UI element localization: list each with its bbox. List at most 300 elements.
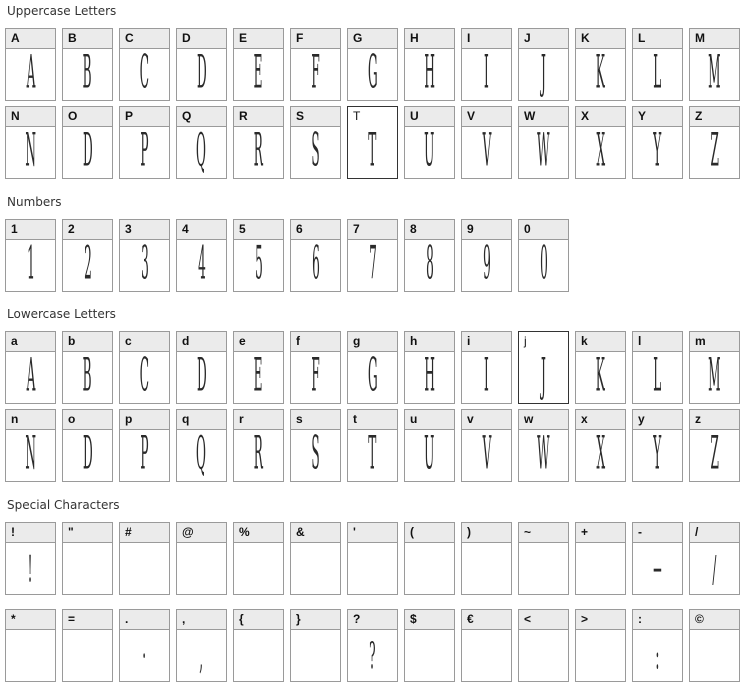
- glyph-preview: [291, 543, 340, 595]
- glyph-cell-asterisk[interactable]: [5, 609, 56, 682]
- glyph-cell-lower-u[interactable]: [404, 409, 455, 482]
- glyph-cell-upper-t[interactable]: [347, 106, 398, 179]
- glyph-preview: [576, 543, 625, 595]
- glyph-preview-char: R: [253, 430, 264, 482]
- glyph-label: -: [633, 523, 682, 543]
- glyph-preview: [234, 430, 283, 482]
- glyph-preview-char: A: [26, 49, 35, 101]
- glyph-preview: [291, 49, 340, 101]
- glyph-preview: [690, 49, 739, 101]
- glyph-label: z: [690, 410, 739, 430]
- glyph-cell-upper-f[interactable]: [290, 28, 341, 101]
- glyph-preview-char: A: [26, 352, 35, 404]
- glyph-label: &: [291, 523, 340, 543]
- glyph-preview-char: D: [196, 352, 207, 404]
- glyph-cell-digit-5[interactable]: [233, 219, 284, 292]
- glyph-preview-char: Z: [710, 127, 719, 179]
- glyph-cell-upper-p[interactable]: [119, 106, 170, 179]
- glyph-label: x: [576, 410, 625, 430]
- glyph-label: ©: [690, 610, 739, 630]
- glyph-cell-upper-r[interactable]: [233, 106, 284, 179]
- glyph-preview-char: F: [311, 49, 320, 101]
- glyph-cell-upper-o[interactable]: [62, 106, 113, 179]
- glyph-label: .: [120, 610, 169, 630]
- glyph-preview-char: 4: [197, 240, 206, 292]
- glyph-preview: [234, 543, 283, 595]
- glyph-preview: [177, 630, 226, 682]
- glyph-label: 1: [6, 220, 55, 240]
- glyph-label: W: [519, 107, 568, 127]
- glyph-preview-char: Q: [196, 430, 207, 482]
- glyph-preview: [63, 240, 112, 292]
- glyph-preview: [120, 127, 169, 179]
- glyph-preview: [234, 352, 283, 404]
- glyph-preview: [348, 352, 397, 404]
- glyph-preview: [63, 543, 112, 595]
- glyph-preview-char: S: [311, 430, 320, 482]
- glyph-label: F: [291, 29, 340, 49]
- glyph-preview: [120, 543, 169, 595]
- glyph-label: {: [234, 610, 283, 630]
- glyph-label: N: [6, 107, 55, 127]
- glyph-preview-char: ?: [369, 634, 376, 678]
- glyph-preview-char: I: [484, 352, 489, 404]
- glyph-preview: [633, 543, 682, 595]
- glyph-preview: [405, 49, 454, 101]
- glyph-preview: [234, 240, 283, 292]
- glyph-cell-lower-l[interactable]: [632, 331, 683, 404]
- glyph-label: Q: [177, 107, 226, 127]
- glyph-preview: [177, 430, 226, 482]
- glyph-label: Y: [633, 107, 682, 127]
- glyph-cell-left-brace[interactable]: [233, 609, 284, 682]
- glyph-cell-greater-than[interactable]: [575, 609, 626, 682]
- glyph-preview: [63, 49, 112, 101]
- glyph-cell-upper-s[interactable]: [290, 106, 341, 179]
- glyph-preview-char: G: [367, 49, 378, 101]
- glyph-cell-lower-b[interactable]: [62, 331, 113, 404]
- glyph-cell-digit-2[interactable]: [62, 219, 113, 292]
- glyph-cell-lower-a[interactable]: [5, 331, 56, 404]
- glyph-cell-comma[interactable]: [176, 609, 227, 682]
- glyph-cell-less-than[interactable]: [518, 609, 569, 682]
- glyph-preview: [348, 127, 397, 179]
- glyph-label: E: [234, 29, 283, 49]
- glyph-label: U: [405, 107, 454, 127]
- glyph-preview-char: D: [82, 430, 93, 482]
- glyph-preview-char: B: [83, 352, 92, 404]
- glyph-cell-lower-z[interactable]: [689, 409, 740, 482]
- glyph-preview-char: K: [595, 352, 606, 404]
- glyph-preview-char: D: [196, 49, 207, 101]
- glyph-cell-digit-4[interactable]: [176, 219, 227, 292]
- glyph-label: h: [405, 332, 454, 352]
- glyph-preview: [6, 352, 55, 404]
- glyph-cell-lower-j[interactable]: [518, 331, 569, 404]
- glyph-preview-char: T: [368, 127, 377, 179]
- glyph-label: w: [519, 410, 568, 430]
- glyph-cell-digit-9[interactable]: [461, 219, 512, 292]
- glyph-label: <: [519, 610, 568, 630]
- glyph-preview: [519, 240, 568, 292]
- glyph-label: P: [120, 107, 169, 127]
- glyph-preview-char: Q: [196, 127, 207, 179]
- glyph-cell-upper-v[interactable]: [461, 106, 512, 179]
- glyph-cell-digit-8[interactable]: [404, 219, 455, 292]
- glyph-label: v: [462, 410, 511, 430]
- glyph-preview-char: X: [596, 127, 605, 179]
- glyph-label: R: [234, 107, 283, 127]
- glyph-cell-upper-u[interactable]: [404, 106, 455, 179]
- glyph-cell-upper-w[interactable]: [518, 106, 569, 179]
- glyph-cell-minus[interactable]: [632, 522, 683, 595]
- glyph-label: !: [6, 523, 55, 543]
- glyph-preview-char: !: [28, 547, 33, 591]
- glyph-cell-upper-b[interactable]: [62, 28, 113, 101]
- glyph-cell-upper-n[interactable]: [5, 106, 56, 179]
- glyph-label: ": [63, 523, 112, 543]
- glyph-label: V: [462, 107, 511, 127]
- glyph-label: e: [234, 332, 283, 352]
- glyph-label: ,: [177, 610, 226, 630]
- glyph-preview-char: X: [596, 430, 605, 482]
- glyph-label: (: [405, 523, 454, 543]
- glyph-preview: [462, 630, 511, 682]
- glyph-cell-right-paren[interactable]: [461, 522, 512, 595]
- glyph-preview: [6, 127, 55, 179]
- glyph-preview: [63, 430, 112, 482]
- glyph-preview-char: B: [83, 49, 92, 101]
- glyph-preview-char: C: [139, 49, 150, 101]
- glyph-preview-char: 6: [311, 240, 320, 292]
- glyph-preview: [177, 49, 226, 101]
- glyph-cell-upper-d[interactable]: [176, 28, 227, 101]
- glyph-preview: [462, 49, 511, 101]
- glyph-preview: [177, 240, 226, 292]
- glyph-preview-char: V: [482, 127, 491, 179]
- glyph-label: ~: [519, 523, 568, 543]
- glyph-cell-upper-k[interactable]: [575, 28, 626, 101]
- glyph-cell-dollar[interactable]: [404, 609, 455, 682]
- glyph-cell-upper-q[interactable]: [176, 106, 227, 179]
- glyph-cell-tilde[interactable]: [518, 522, 569, 595]
- glyph-preview: [633, 352, 682, 404]
- glyph-preview: [690, 127, 739, 179]
- glyph-cell-upper-g[interactable]: [347, 28, 398, 101]
- glyph-cell-lower-m[interactable]: [689, 331, 740, 404]
- glyph-preview: [519, 430, 568, 482]
- glyph-label: 8: [405, 220, 454, 240]
- glyph-cell-upper-a[interactable]: [5, 28, 56, 101]
- glyph-label: 2: [63, 220, 112, 240]
- glyph-preview-char: ·: [142, 634, 147, 678]
- glyph-cell-upper-x[interactable]: [575, 106, 626, 179]
- glyph-preview: [348, 630, 397, 682]
- glyph-label: O: [63, 107, 112, 127]
- glyph-cell-upper-l[interactable]: [632, 28, 683, 101]
- glyph-preview-char: P: [140, 430, 149, 482]
- glyph-label: €: [462, 610, 511, 630]
- glyph-preview: [690, 543, 739, 595]
- glyph-label: q: [177, 410, 226, 430]
- glyph-cell-ampersand[interactable]: [290, 522, 341, 595]
- glyph-preview: [519, 352, 568, 404]
- glyph-label: Z: [690, 107, 739, 127]
- glyph-cell-lower-s[interactable]: [290, 409, 341, 482]
- glyph-preview-char: 1: [26, 240, 35, 292]
- glyph-preview-char: L: [653, 49, 662, 101]
- glyph-cell-question[interactable]: [347, 609, 398, 682]
- glyph-preview: [519, 543, 568, 595]
- glyph-preview: [633, 127, 682, 179]
- glyph-preview: [291, 240, 340, 292]
- glyph-preview-char: E: [254, 352, 263, 404]
- glyph-preview: [120, 240, 169, 292]
- glyph-cell-digit-1[interactable]: [5, 219, 56, 292]
- glyph-cell-period[interactable]: [119, 609, 170, 682]
- glyph-cell-plus[interactable]: [575, 522, 626, 595]
- glyph-label: B: [63, 29, 112, 49]
- glyph-cell-lower-i[interactable]: [461, 331, 512, 404]
- glyph-preview-char: D: [82, 127, 93, 179]
- glyph-preview: [633, 630, 682, 682]
- glyph-preview: [120, 430, 169, 482]
- glyph-cell-lower-k[interactable]: [575, 331, 626, 404]
- glyph-cell-apostrophe[interactable]: [347, 522, 398, 595]
- glyph-preview-char: Z: [710, 430, 719, 482]
- glyph-preview-char: I: [484, 49, 489, 101]
- glyph-cell-upper-h[interactable]: [404, 28, 455, 101]
- glyph-preview: [177, 127, 226, 179]
- glyph-preview-char: H: [424, 49, 435, 101]
- glyph-label: u: [405, 410, 454, 430]
- glyph-preview: [576, 352, 625, 404]
- glyph-label: L: [633, 29, 682, 49]
- glyph-preview: [405, 127, 454, 179]
- glyph-preview-char: V: [482, 430, 491, 482]
- glyph-cell-lower-h[interactable]: [404, 331, 455, 404]
- glyph-preview: [462, 352, 511, 404]
- glyph-preview-char: 5: [254, 240, 263, 292]
- glyph-cell-lower-p[interactable]: [119, 409, 170, 482]
- glyph-cell-upper-j[interactable]: [518, 28, 569, 101]
- glyph-label: K: [576, 29, 625, 49]
- glyph-preview-char: M: [708, 352, 721, 404]
- glyph-label: g: [348, 332, 397, 352]
- glyph-label: $: [405, 610, 454, 630]
- glyph-cell-upper-e[interactable]: [233, 28, 284, 101]
- glyph-cell-lower-t[interactable]: [347, 409, 398, 482]
- glyph-preview-char: L: [653, 352, 662, 404]
- glyph-preview: [6, 630, 55, 682]
- glyph-label: *: [6, 610, 55, 630]
- glyph-cell-double-quote[interactable]: [62, 522, 113, 595]
- glyph-preview: [234, 127, 283, 179]
- glyph-cell-digit-0[interactable]: [518, 219, 569, 292]
- glyph-label: n: [6, 410, 55, 430]
- glyph-preview-char: N: [25, 430, 36, 482]
- glyph-preview: [120, 352, 169, 404]
- glyph-preview: [633, 430, 682, 482]
- glyph-cell-lower-w[interactable]: [518, 409, 569, 482]
- glyph-preview: [234, 49, 283, 101]
- glyph-preview: [405, 352, 454, 404]
- glyph-cell-euro[interactable]: [461, 609, 512, 682]
- glyph-preview-char: U: [424, 430, 435, 482]
- glyph-preview: [348, 430, 397, 482]
- glyph-preview: [6, 49, 55, 101]
- glyph-preview: [63, 352, 112, 404]
- glyph-label: 0: [519, 220, 568, 240]
- section-title-special-characters: Special Characters: [7, 498, 120, 512]
- glyph-label: c: [120, 332, 169, 352]
- glyph-label: G: [348, 29, 397, 49]
- glyph-cell-lower-n[interactable]: [5, 409, 56, 482]
- glyph-cell-hash[interactable]: [119, 522, 170, 595]
- glyph-preview: [576, 127, 625, 179]
- glyph-label: y: [633, 410, 682, 430]
- glyph-preview: [462, 543, 511, 595]
- glyph-cell-lower-f[interactable]: [290, 331, 341, 404]
- glyph-preview-char: J: [541, 352, 546, 404]
- glyph-preview-char: 2: [83, 240, 92, 292]
- glyph-preview-char: 3: [140, 240, 149, 292]
- glyph-preview: [405, 630, 454, 682]
- glyph-cell-at[interactable]: [176, 522, 227, 595]
- glyph-cell-lower-v[interactable]: [461, 409, 512, 482]
- glyph-preview: [291, 127, 340, 179]
- section-title-lowercase-letters: Lowercase Letters: [7, 307, 116, 321]
- glyph-cell-lower-q[interactable]: [176, 409, 227, 482]
- glyph-preview-char: T: [368, 430, 377, 482]
- glyph-preview: [405, 430, 454, 482]
- glyph-preview: [291, 352, 340, 404]
- glyph-preview: [519, 630, 568, 682]
- glyph-preview: [177, 543, 226, 595]
- glyph-label: p: [120, 410, 169, 430]
- glyph-cell-upper-z[interactable]: [689, 106, 740, 179]
- glyph-label: b: [63, 332, 112, 352]
- glyph-preview: [177, 352, 226, 404]
- glyph-preview-char: P: [140, 127, 149, 179]
- glyph-preview-char: W: [537, 127, 550, 179]
- glyph-preview: [519, 127, 568, 179]
- glyph-cell-digit-7[interactable]: [347, 219, 398, 292]
- glyph-cell-digit-6[interactable]: [290, 219, 341, 292]
- glyph-preview-char: W: [537, 430, 550, 482]
- glyph-cell-upper-i[interactable]: [461, 28, 512, 101]
- glyph-preview-char: S: [311, 127, 320, 179]
- glyph-preview-char: U: [424, 127, 435, 179]
- glyph-label: M: [690, 29, 739, 49]
- glyph-preview: [462, 430, 511, 482]
- glyph-preview: [120, 49, 169, 101]
- glyph-preview: [405, 543, 454, 595]
- glyph-label: :: [633, 610, 682, 630]
- glyph-preview-char: :: [655, 634, 660, 678]
- section-title-numbers: Numbers: [7, 195, 62, 209]
- glyph-preview: [6, 543, 55, 595]
- glyph-preview: [576, 49, 625, 101]
- glyph-label: j: [519, 332, 568, 352]
- glyph-preview-char: K: [595, 49, 606, 101]
- glyph-preview-char: F: [311, 352, 320, 404]
- glyph-label: #: [120, 523, 169, 543]
- glyph-cell-colon[interactable]: [632, 609, 683, 682]
- glyph-preview-char: /: [712, 547, 717, 591]
- glyph-cell-lower-r[interactable]: [233, 409, 284, 482]
- glyph-cell-lower-c[interactable]: [119, 331, 170, 404]
- glyph-cell-copyright[interactable]: [689, 609, 740, 682]
- glyph-preview: [63, 127, 112, 179]
- glyph-label: S: [291, 107, 340, 127]
- glyph-cell-upper-y[interactable]: [632, 106, 683, 179]
- glyph-label: J: [519, 29, 568, 49]
- glyph-label: }: [291, 610, 340, 630]
- glyph-preview: [633, 49, 682, 101]
- glyph-label: /: [690, 523, 739, 543]
- glyph-preview: [6, 430, 55, 482]
- glyph-cell-lower-e[interactable]: [233, 331, 284, 404]
- glyph-preview: [291, 430, 340, 482]
- glyph-label: d: [177, 332, 226, 352]
- glyph-cell-lower-x[interactable]: [575, 409, 626, 482]
- glyph-label: 9: [462, 220, 511, 240]
- glyph-preview: [120, 630, 169, 682]
- glyph-cell-upper-c[interactable]: [119, 28, 170, 101]
- glyph-preview-char: M: [708, 49, 721, 101]
- glyph-cell-upper-m[interactable]: [689, 28, 740, 101]
- glyph-preview: [348, 543, 397, 595]
- glyph-cell-exclamation[interactable]: [5, 522, 56, 595]
- glyph-label: +: [576, 523, 625, 543]
- glyph-preview: [291, 630, 340, 682]
- glyph-cell-digit-3[interactable]: [119, 219, 170, 292]
- glyph-label: f: [291, 332, 340, 352]
- glyph-label: k: [576, 332, 625, 352]
- glyph-cell-right-brace[interactable]: [290, 609, 341, 682]
- section-title-uppercase-letters: Uppercase Letters: [7, 4, 117, 18]
- glyph-label: 6: [291, 220, 340, 240]
- glyph-cell-lower-g[interactable]: [347, 331, 398, 404]
- glyph-label: =: [63, 610, 112, 630]
- glyph-cell-lower-y[interactable]: [632, 409, 683, 482]
- glyph-label: >: [576, 610, 625, 630]
- glyph-preview-char: R: [253, 127, 264, 179]
- glyph-cell-left-paren[interactable]: [404, 522, 455, 595]
- glyph-label: 5: [234, 220, 283, 240]
- glyph-preview: [405, 240, 454, 292]
- glyph-label: s: [291, 410, 340, 430]
- glyph-label: A: [6, 29, 55, 49]
- glyph-cell-equals[interactable]: [62, 609, 113, 682]
- glyph-label: @: [177, 523, 226, 543]
- glyph-preview-char: 0: [539, 240, 548, 292]
- glyph-cell-lower-d[interactable]: [176, 331, 227, 404]
- glyph-preview-char: Y: [653, 430, 662, 482]
- glyph-cell-percent[interactable]: [233, 522, 284, 595]
- glyph-cell-lower-o[interactable]: [62, 409, 113, 482]
- glyph-label: l: [633, 332, 682, 352]
- glyph-label: 3: [120, 220, 169, 240]
- glyph-label: D: [177, 29, 226, 49]
- glyph-preview-char: E: [254, 49, 263, 101]
- glyph-label: H: [405, 29, 454, 49]
- glyph-preview: [348, 49, 397, 101]
- glyph-preview-char: C: [139, 352, 150, 404]
- glyph-cell-slash[interactable]: [689, 522, 740, 595]
- glyph-label: m: [690, 332, 739, 352]
